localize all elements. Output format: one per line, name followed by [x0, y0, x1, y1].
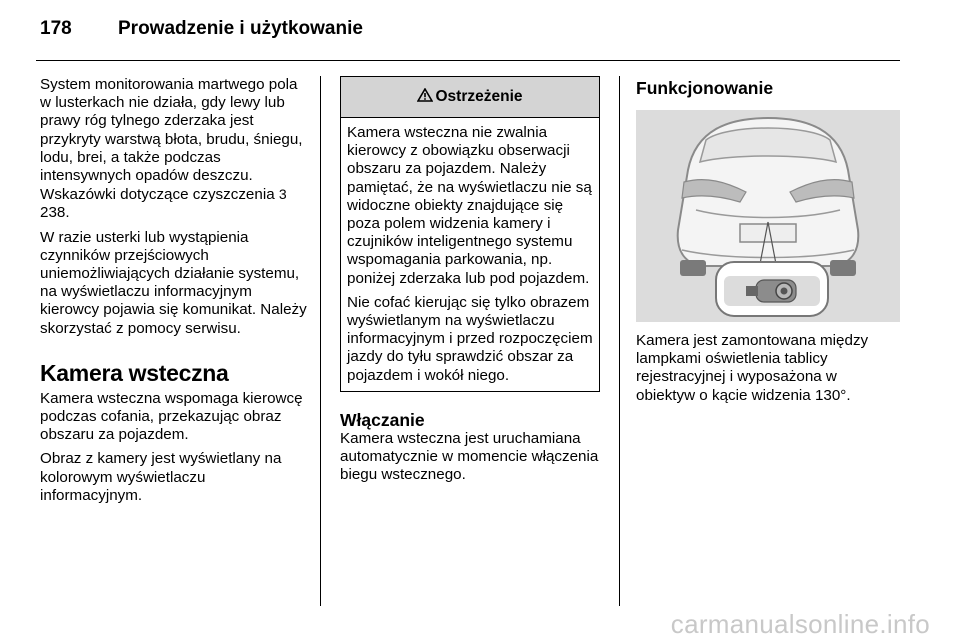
- section-title-rear-camera: Kamera wsteczna: [40, 359, 229, 386]
- warning-header: [341, 77, 599, 118]
- warning-box: [340, 76, 600, 392]
- warning-body: [341, 118, 599, 391]
- page-header: [40, 18, 363, 40]
- page-title: Prowadzenie i użytkowanie: [118, 18, 363, 39]
- warning-paragraph-1: Kamera wsteczna nie zwalnia kierowcy z obowiązku obserwacji obszaru za pojazdem. Należy pamiętać, że na wyświetlaczu nie są widoczne obiekty znajdujące się poza polem widzenia kamery i czujników inteligentnego systemu wspomagania parkowania, np. poniżej zderzaka lub pod pojazdem.: [347, 124, 592, 287]
- watermark: carmanualsonline.info: [670, 609, 930, 639]
- subsection-title-activation: Włączanie: [340, 409, 425, 430]
- column-right: [636, 76, 900, 411]
- camera-caption: Kamera jest zamontowana między lampkami oświetlenia tablicy rejestracyjnej i wyposażona w obiektyw o kącie widzenia 130°.: [636, 332, 869, 404]
- column-left: [40, 76, 310, 511]
- column-middle: [340, 76, 602, 490]
- subsection-title-function: Funkcjonowanie: [636, 78, 774, 98]
- paragraph-activation: Kamera wsteczna jest uruchamiana automatycznie w momencie włączenia biegu wstecznego.: [340, 429, 599, 484]
- paragraph-fault: W razie usterki lub wystąpienia czynników przejściowych uniemożliwiających działanie systemu, na wyświetlaczu informacyjnym kierowcy pojawia się komunikat. Należy skorzystać z pomocy serwisu.: [40, 228, 307, 337]
- rear-camera-illustration: [636, 110, 900, 322]
- page-number: 178: [40, 18, 72, 39]
- paragraph-blind-spot-text: System monitorowania martwego pola w lusterkach nie działa, gdy lewy lub prawy róg tylnego zderzaka jest przykryty warstwą błota, brudu, śniegu, lodu, brei, a także podczas intensywnych opadów deszczu. Wskazówki dotyczące czyszczenia: [40, 76, 303, 204]
- paragraph-camera-display: Obraz z kamery jest wyświetlany na kolorowym wyświetlaczu informacyjnym.: [40, 450, 282, 504]
- paragraph-camera-intro: Kamera wsteczna wspomaga kierowcę podczas cofania, przekazując obraz obszaru za pojazdem.: [40, 389, 303, 444]
- warning-triangle-icon: [417, 88, 433, 102]
- paragraph-blind-spot: [40, 76, 310, 223]
- warning-paragraph-2: Nie cofać kierując się tylko obrazem wyświetlanym na wyświetlaczu informacyjnym i przed rozpoczęciem jazdy do tyłu sprawdzić obszar za pojazdem i wokół niego.: [347, 293, 593, 384]
- column-divider-1: [320, 76, 321, 606]
- header-divider: [36, 60, 900, 61]
- page-reference-link[interactable]: 238.: [40, 204, 70, 222]
- warning-title: Ostrzeżenie: [435, 88, 523, 105]
- reference-arrow-icon: 3: [278, 186, 287, 203]
- column-divider-2: [619, 76, 620, 606]
